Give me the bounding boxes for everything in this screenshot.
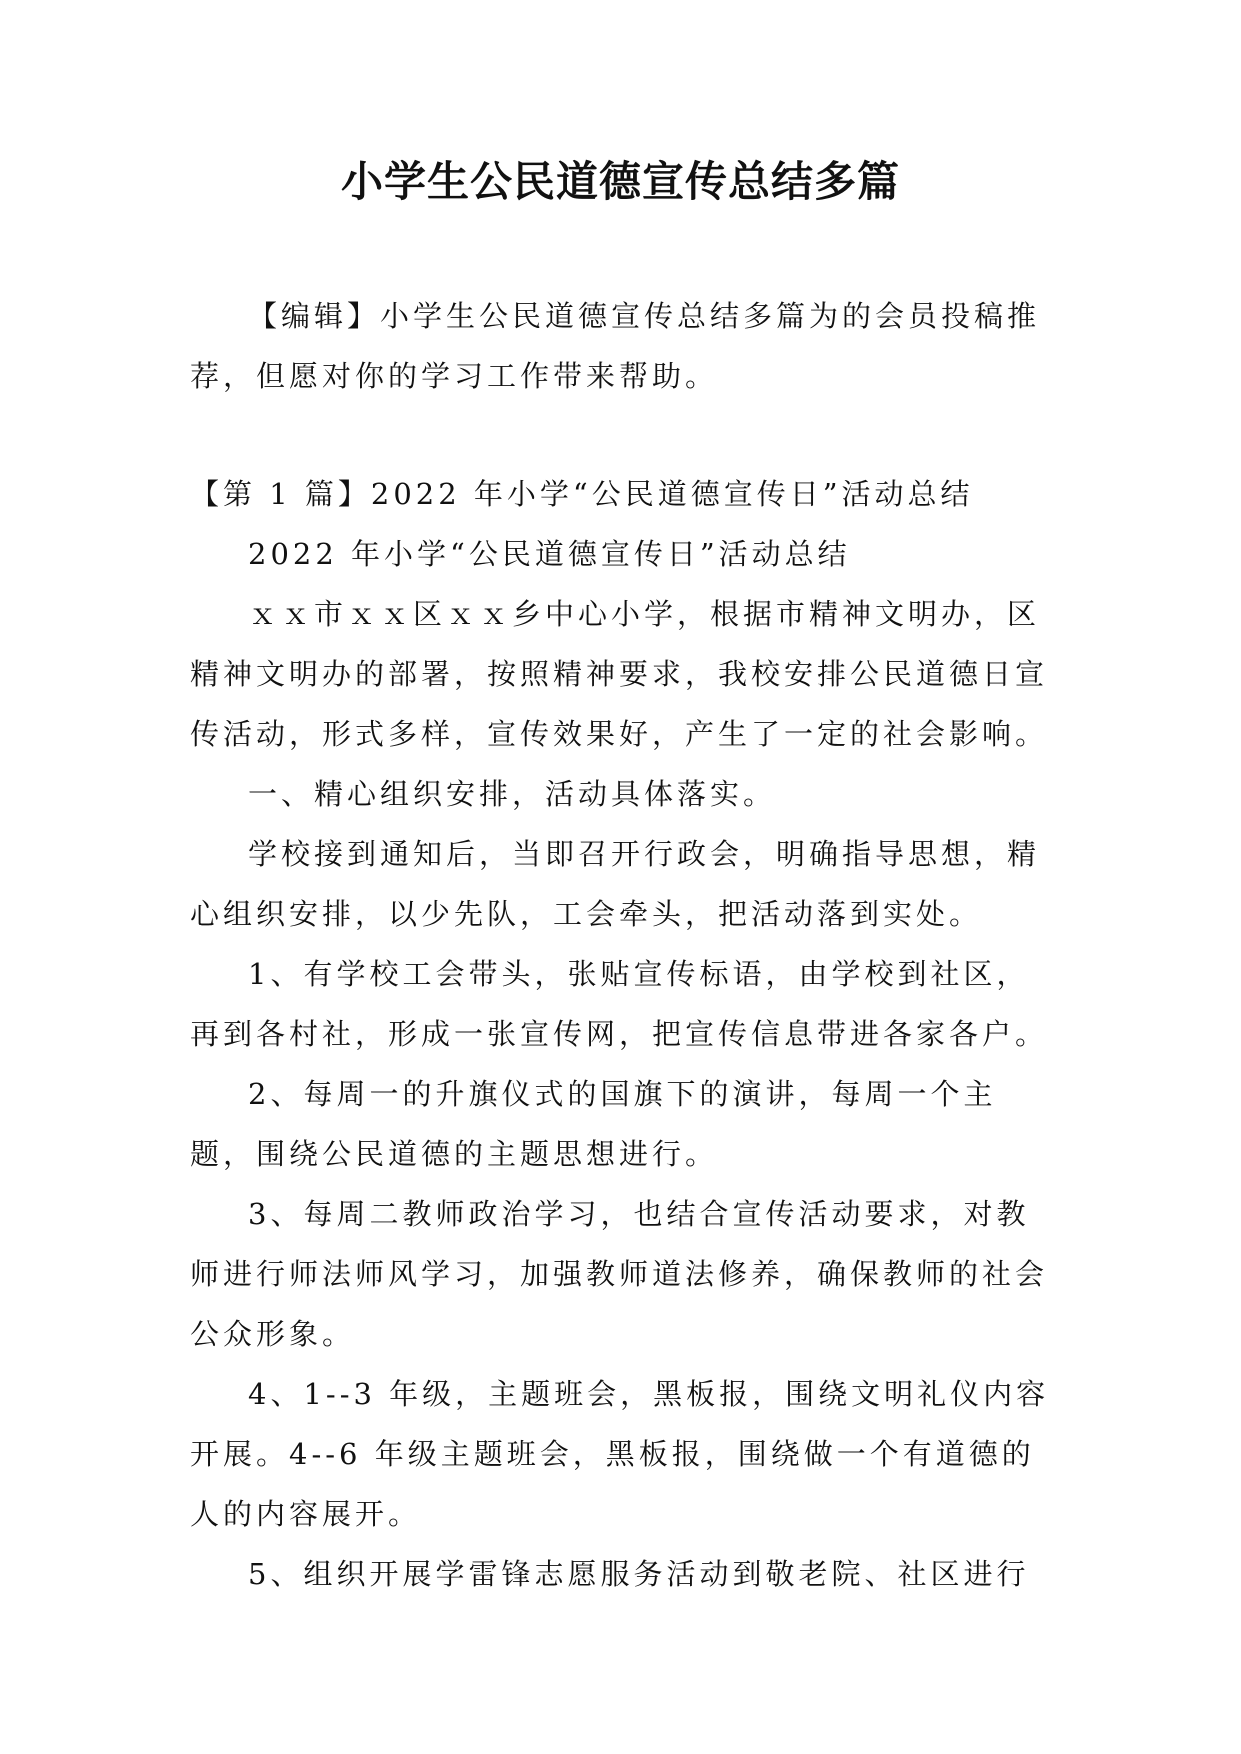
- list-item: 4、1--3 年级，主题班会，黑板报，围绕文明礼仪内容开展。4--6 年级主题班会，黑板报，围绕做一个有道德的人的内容展开。: [190, 1377, 1050, 1531]
- intro-paragraph: 【编辑】小学生公民道德宣传总结多篇为的会员投稿推荐，但愿对你的学习工作带来帮助。: [190, 299, 1041, 393]
- document-title: 小学生公民道德宣传总结多篇: [340, 157, 900, 206]
- list-item: 5、组织开展学雷锋志愿服务活动到敬老院、社区进行: [248, 1557, 1030, 1591]
- article-title: 2022 年小学“公民道德宣传日”活动总结: [248, 537, 851, 571]
- document-body: [190, 286, 1050, 1604]
- subheading: 一、精心组织安排，活动具体落实。: [248, 777, 777, 811]
- list-item: 1、有学校工会带头，张贴宣传标语，由学校到社区，再到各村社，形成一张宣传网，把宣传信息带进各家各户。: [190, 957, 1049, 1051]
- body-paragraph: 学校接到通知后，当即召开行政会，明确指导思想，精心组织安排，以少先队，工会牵头，把活动落到实处。: [190, 837, 1041, 931]
- paragraph-spacer: [190, 406, 1050, 464]
- list-item: 3、每周二教师政治学习，也结合宣传活动要求，对教师进行师法师风学习，加强教师道法修养，确保教师的社会公众形象。: [190, 1197, 1049, 1351]
- section-heading: 【第 1 篇】2022 年小学“公民道德宣传日”活动总结: [190, 477, 974, 511]
- body-paragraph: ｘｘ市ｘｘ区ｘｘ乡中心小学，根据市精神文明办，区精神文明办的部署，按照精神要求，我校安排公民道德日宣传活动，形式多样，宣传效果好，产生了一定的社会影响。: [190, 597, 1049, 751]
- list-item: 2、每周一的升旗仪式的国旗下的演讲，每周一个主题，围绕公民道德的主题思想进行。: [190, 1077, 997, 1171]
